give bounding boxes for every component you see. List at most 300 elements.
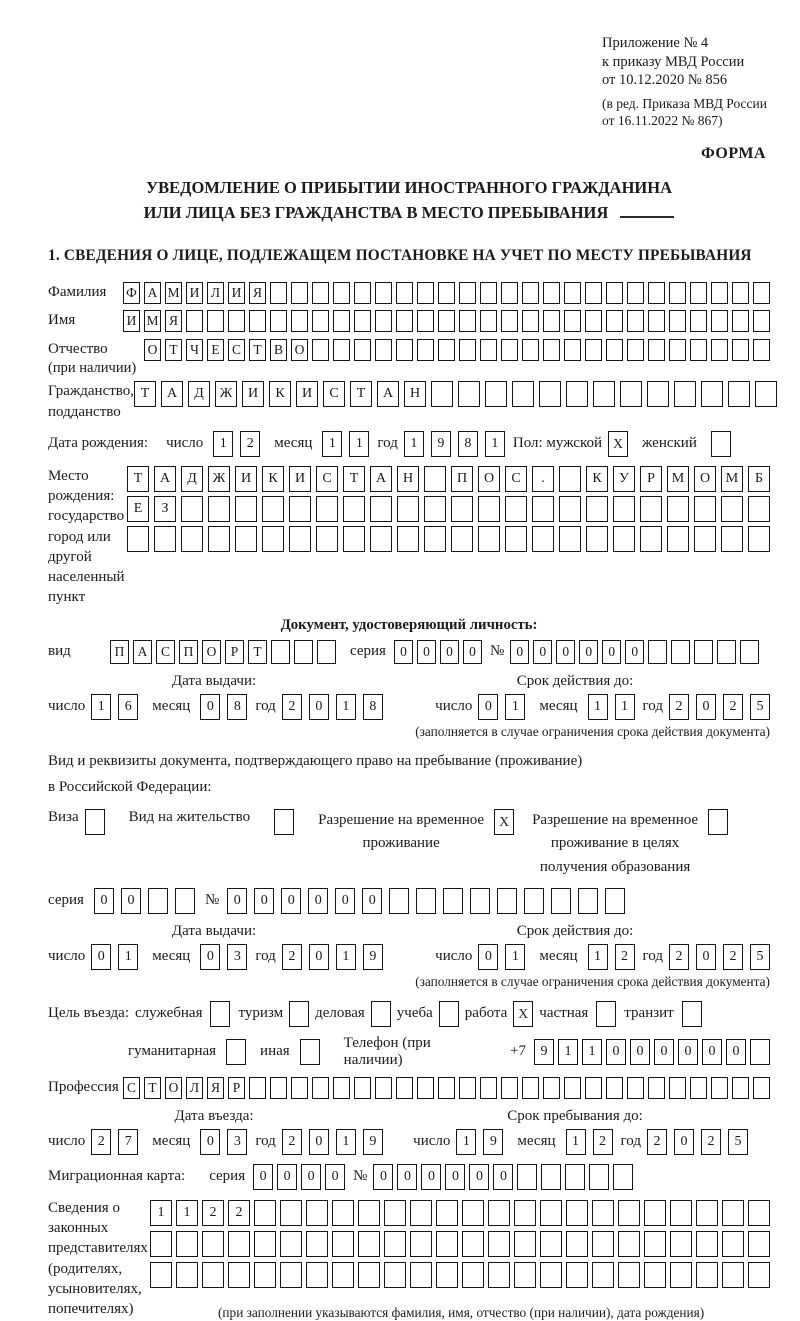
char-cell[interactable] [540,1200,562,1226]
char-cell[interactable] [462,1262,484,1288]
char-cell[interactable] [748,526,770,552]
char-cell[interactable] [254,1262,276,1288]
char-cell[interactable]: Д [181,466,203,492]
char-cell[interactable]: Н [397,466,419,492]
char-cell[interactable]: 1 [91,694,111,720]
char-cell[interactable]: 0 [397,1164,417,1190]
char-cell[interactable] [586,496,608,522]
char-cell[interactable] [585,310,602,332]
char-cell[interactable] [358,1200,380,1226]
char-cell[interactable] [389,888,409,914]
char-cell[interactable]: 1 [456,1129,476,1155]
char-cell[interactable]: А [144,282,161,304]
char-cell[interactable]: 3 [227,1129,247,1155]
char-cell[interactable]: 2 [91,1129,111,1155]
char-cell[interactable] [280,1262,302,1288]
char-cell[interactable]: С [123,1077,140,1099]
char-cell[interactable] [300,1039,320,1065]
char-cell[interactable] [566,1262,588,1288]
char-cell[interactable]: 9 [363,944,383,970]
char-cell[interactable]: В [270,339,287,361]
char-cell[interactable] [640,496,662,522]
char-cell[interactable] [740,640,759,664]
char-cell[interactable]: Т [165,339,182,361]
char-cell[interactable] [312,339,329,361]
char-cell[interactable]: 0 [301,1164,321,1190]
char-cell[interactable] [333,310,350,332]
char-cell[interactable]: Ж [215,381,237,407]
char-cell[interactable] [564,282,581,304]
char-cell[interactable] [371,1001,391,1027]
char-cell[interactable]: 1 [588,944,608,970]
char-cell[interactable] [522,339,539,361]
char-cell[interactable]: О [291,339,308,361]
char-cell[interactable] [682,1001,702,1027]
char-cell[interactable]: 0 [625,640,644,664]
char-cell[interactable] [694,526,716,552]
char-cell[interactable]: . [532,466,554,492]
char-cell[interactable]: Д [188,381,210,407]
char-cell[interactable]: 2 [669,694,689,720]
char-cell[interactable] [274,809,294,835]
char-cell[interactable]: 1 [588,694,608,720]
char-cell[interactable] [669,339,686,361]
char-cell[interactable]: 1 [505,944,525,970]
char-cell[interactable]: Ф [123,282,140,304]
char-cell[interactable] [540,1231,562,1257]
char-cell[interactable] [424,526,446,552]
char-cell[interactable] [150,1231,172,1257]
char-cell[interactable] [543,1077,560,1099]
char-cell[interactable] [384,1262,406,1288]
char-cell[interactable]: X [513,1001,533,1027]
char-cell[interactable]: 2 [723,694,743,720]
char-cell[interactable]: 8 [227,694,247,720]
char-cell[interactable]: М [721,466,743,492]
char-cell[interactable]: 0 [579,640,598,664]
char-cell[interactable] [711,282,728,304]
char-cell[interactable] [750,1039,770,1065]
char-cell[interactable] [585,1077,602,1099]
char-cell[interactable] [343,526,365,552]
char-cell[interactable] [436,1262,458,1288]
char-cell[interactable] [208,526,230,552]
char-cell[interactable] [644,1231,666,1257]
char-cell[interactable] [696,1200,718,1226]
char-cell[interactable] [176,1231,198,1257]
char-cell[interactable]: 0 [277,1164,297,1190]
char-cell[interactable] [564,339,581,361]
char-cell[interactable] [540,1262,562,1288]
char-cell[interactable] [753,310,770,332]
char-cell[interactable]: 2 [701,1129,721,1155]
char-cell[interactable] [667,526,689,552]
char-cell[interactable]: 5 [750,944,770,970]
char-cell[interactable]: Я [207,1077,224,1099]
char-cell[interactable] [316,496,338,522]
char-cell[interactable] [627,310,644,332]
char-cell[interactable]: 0 [493,1164,513,1190]
char-cell[interactable]: З [154,496,176,522]
char-cell[interactable]: 9 [483,1129,503,1155]
char-cell[interactable]: 8 [363,694,383,720]
char-cell[interactable] [669,282,686,304]
char-cell[interactable] [522,282,539,304]
char-cell[interactable] [627,1077,644,1099]
char-cell[interactable] [564,310,581,332]
char-cell[interactable] [711,339,728,361]
char-cell[interactable]: К [586,466,608,492]
char-cell[interactable] [462,1200,484,1226]
char-cell[interactable] [317,640,336,664]
char-cell[interactable] [458,381,480,407]
char-cell[interactable] [294,640,313,664]
char-cell[interactable]: 5 [750,694,770,720]
char-cell[interactable] [640,526,662,552]
char-cell[interactable]: 1 [150,1200,172,1226]
char-cell[interactable]: 1 [336,944,356,970]
char-cell[interactable] [592,1231,614,1257]
char-cell[interactable] [722,1200,744,1226]
char-cell[interactable] [578,888,598,914]
char-cell[interactable] [732,339,749,361]
char-cell[interactable]: А [154,466,176,492]
char-cell[interactable] [551,888,571,914]
char-cell[interactable] [438,282,455,304]
char-cell[interactable]: П [451,466,473,492]
char-cell[interactable] [289,526,311,552]
char-cell[interactable] [289,1001,309,1027]
char-cell[interactable] [235,526,257,552]
char-cell[interactable] [202,1231,224,1257]
char-cell[interactable] [354,1077,371,1099]
char-cell[interactable] [443,888,463,914]
char-cell[interactable]: Ч [186,339,203,361]
char-cell[interactable] [696,1231,718,1257]
char-cell[interactable] [566,1231,588,1257]
char-cell[interactable] [424,496,446,522]
char-cell[interactable] [559,466,581,492]
char-cell[interactable] [690,310,707,332]
char-cell[interactable] [127,526,149,552]
char-cell[interactable]: О [478,466,500,492]
char-cell[interactable]: Т [249,339,266,361]
char-cell[interactable] [396,339,413,361]
char-cell[interactable] [438,339,455,361]
char-cell[interactable] [606,1077,623,1099]
char-cell[interactable] [154,526,176,552]
char-cell[interactable] [670,1200,692,1226]
char-cell[interactable]: 0 [702,1039,722,1065]
char-cell[interactable]: 0 [421,1164,441,1190]
char-cell[interactable] [647,381,669,407]
char-cell[interactable] [711,310,728,332]
char-cell[interactable] [480,282,497,304]
char-cell[interactable] [627,339,644,361]
char-cell[interactable] [592,1262,614,1288]
char-cell[interactable]: Т [350,381,372,407]
char-cell[interactable]: 0 [510,640,529,664]
char-cell[interactable] [431,381,453,407]
char-cell[interactable] [451,526,473,552]
char-cell[interactable] [755,381,777,407]
char-cell[interactable] [613,526,635,552]
char-cell[interactable] [459,1077,476,1099]
char-cell[interactable] [375,339,392,361]
char-cell[interactable] [696,1262,718,1288]
char-cell[interactable]: 0 [696,944,716,970]
char-cell[interactable] [410,1231,432,1257]
char-cell[interactable] [648,282,665,304]
char-cell[interactable]: А [133,640,152,664]
char-cell[interactable] [543,310,560,332]
char-cell[interactable] [539,381,561,407]
char-cell[interactable]: 1 [582,1039,602,1065]
char-cell[interactable] [648,310,665,332]
char-cell[interactable] [306,1200,328,1226]
char-cell[interactable] [354,310,371,332]
char-cell[interactable] [644,1262,666,1288]
char-cell[interactable] [585,282,602,304]
char-cell[interactable]: С [323,381,345,407]
char-cell[interactable]: 0 [200,1129,220,1155]
char-cell[interactable] [748,1262,770,1288]
char-cell[interactable] [512,381,534,407]
char-cell[interactable] [396,310,413,332]
char-cell[interactable]: И [235,466,257,492]
char-cell[interactable] [354,339,371,361]
char-cell[interactable]: 0 [606,1039,626,1065]
char-cell[interactable] [280,1231,302,1257]
char-cell[interactable]: 0 [200,694,220,720]
char-cell[interactable]: 2 [282,1129,302,1155]
char-cell[interactable] [459,282,476,304]
char-cell[interactable] [559,526,581,552]
char-cell[interactable] [541,1164,561,1190]
char-cell[interactable] [522,1077,539,1099]
char-cell[interactable]: Т [144,1077,161,1099]
char-cell[interactable]: 0 [602,640,621,664]
char-cell[interactable] [565,1164,585,1190]
char-cell[interactable] [488,1231,510,1257]
char-cell[interactable] [667,496,689,522]
char-cell[interactable]: А [161,381,183,407]
char-cell[interactable]: Б [748,466,770,492]
char-cell[interactable]: Т [248,640,267,664]
char-cell[interactable] [384,1231,406,1257]
char-cell[interactable]: М [144,310,161,332]
char-cell[interactable] [596,1001,616,1027]
char-cell[interactable] [501,310,518,332]
char-cell[interactable] [748,1231,770,1257]
char-cell[interactable] [480,1077,497,1099]
char-cell[interactable] [708,809,728,835]
char-cell[interactable]: Е [207,339,224,361]
char-cell[interactable] [417,282,434,304]
char-cell[interactable] [671,640,690,664]
char-cell[interactable] [522,310,539,332]
char-cell[interactable]: 1 [336,694,356,720]
char-cell[interactable]: 1 [485,431,505,457]
char-cell[interactable] [397,526,419,552]
char-cell[interactable] [620,381,642,407]
char-cell[interactable] [186,310,203,332]
char-cell[interactable]: 2 [615,944,635,970]
char-cell[interactable] [312,282,329,304]
char-cell[interactable] [478,526,500,552]
char-cell[interactable]: А [377,381,399,407]
char-cell[interactable] [613,1164,633,1190]
char-cell[interactable]: И [123,310,140,332]
char-cell[interactable]: X [608,431,628,457]
char-cell[interactable] [605,888,625,914]
char-cell[interactable] [480,310,497,332]
char-cell[interactable] [648,339,665,361]
char-cell[interactable]: Е [127,496,149,522]
char-cell[interactable]: 0 [478,944,498,970]
char-cell[interactable]: Р [225,640,244,664]
char-cell[interactable] [306,1231,328,1257]
char-cell[interactable] [424,466,446,492]
char-cell[interactable] [593,381,615,407]
char-cell[interactable] [532,526,554,552]
char-cell[interactable] [566,1200,588,1226]
char-cell[interactable] [181,526,203,552]
char-cell[interactable]: Ж [208,466,230,492]
char-cell[interactable] [370,526,392,552]
char-cell[interactable] [207,310,224,332]
char-cell[interactable]: 0 [281,888,301,914]
char-cell[interactable]: П [179,640,198,664]
char-cell[interactable] [505,496,527,522]
char-cell[interactable] [181,496,203,522]
char-cell[interactable]: У [613,466,635,492]
char-cell[interactable] [254,1231,276,1257]
char-cell[interactable] [249,310,266,332]
char-cell[interactable]: 0 [325,1164,345,1190]
char-cell[interactable] [375,282,392,304]
char-cell[interactable] [606,310,623,332]
char-cell[interactable]: С [156,640,175,664]
char-cell[interactable] [202,1262,224,1288]
char-cell[interactable] [701,381,723,407]
char-cell[interactable]: Я [165,310,182,332]
char-cell[interactable]: 0 [654,1039,674,1065]
char-cell[interactable]: Р [640,466,662,492]
char-cell[interactable] [280,1200,302,1226]
char-cell[interactable]: 0 [227,888,247,914]
char-cell[interactable] [485,381,507,407]
char-cell[interactable] [592,1200,614,1226]
char-cell[interactable] [459,310,476,332]
char-cell[interactable] [470,888,490,914]
char-cell[interactable]: 0 [533,640,552,664]
char-cell[interactable]: О [144,339,161,361]
char-cell[interactable] [85,809,105,835]
char-cell[interactable] [396,282,413,304]
char-cell[interactable] [375,310,392,332]
char-cell[interactable] [753,1077,770,1099]
char-cell[interactable]: К [269,381,291,407]
char-cell[interactable] [670,1231,692,1257]
char-cell[interactable]: 1 [505,694,525,720]
char-cell[interactable] [644,1200,666,1226]
char-cell[interactable]: 0 [469,1164,489,1190]
char-cell[interactable]: 1 [404,431,424,457]
char-cell[interactable] [613,496,635,522]
char-cell[interactable] [150,1262,172,1288]
char-cell[interactable] [514,1200,536,1226]
char-cell[interactable]: О [694,466,716,492]
char-cell[interactable]: 1 [322,431,342,457]
char-cell[interactable]: 2 [228,1200,250,1226]
char-cell[interactable]: О [202,640,221,664]
char-cell[interactable] [306,1262,328,1288]
char-cell[interactable] [722,1262,744,1288]
char-cell[interactable] [370,496,392,522]
char-cell[interactable] [543,339,560,361]
char-cell[interactable] [312,310,329,332]
char-cell[interactable] [226,1039,246,1065]
char-cell[interactable]: 2 [723,944,743,970]
char-cell[interactable]: 1 [213,431,233,457]
char-cell[interactable] [488,1262,510,1288]
char-cell[interactable] [375,1077,392,1099]
char-cell[interactable]: X [494,809,514,835]
char-cell[interactable]: 2 [647,1129,667,1155]
char-cell[interactable]: 2 [669,944,689,970]
char-cell[interactable]: 7 [118,1129,138,1155]
char-cell[interactable]: 9 [363,1129,383,1155]
char-cell[interactable]: 0 [696,694,716,720]
char-cell[interactable] [501,282,518,304]
char-cell[interactable] [175,888,195,914]
char-cell[interactable]: 0 [726,1039,746,1065]
char-cell[interactable] [648,1077,665,1099]
char-cell[interactable] [332,1200,354,1226]
char-cell[interactable] [670,1262,692,1288]
char-cell[interactable] [439,1001,459,1027]
char-cell[interactable]: 0 [254,888,274,914]
char-cell[interactable] [358,1262,380,1288]
char-cell[interactable]: М [667,466,689,492]
char-cell[interactable]: 0 [478,694,498,720]
char-cell[interactable]: Н [404,381,426,407]
char-cell[interactable]: 2 [202,1200,224,1226]
char-cell[interactable] [332,1262,354,1288]
char-cell[interactable] [497,888,517,914]
char-cell[interactable] [488,1200,510,1226]
char-cell[interactable]: 5 [728,1129,748,1155]
char-cell[interactable] [589,1164,609,1190]
char-cell[interactable] [532,496,554,522]
char-cell[interactable] [606,282,623,304]
char-cell[interactable]: 6 [118,694,138,720]
char-cell[interactable] [451,496,473,522]
char-cell[interactable]: 0 [91,944,111,970]
char-cell[interactable]: 1 [558,1039,578,1065]
char-cell[interactable] [694,496,716,522]
char-cell[interactable] [524,888,544,914]
char-cell[interactable]: 0 [463,640,482,664]
char-cell[interactable]: О [165,1077,182,1099]
char-cell[interactable]: 0 [417,640,436,664]
char-cell[interactable] [501,339,518,361]
char-cell[interactable] [721,496,743,522]
char-cell[interactable]: 0 [678,1039,698,1065]
char-cell[interactable]: М [165,282,182,304]
char-cell[interactable] [711,1077,728,1099]
